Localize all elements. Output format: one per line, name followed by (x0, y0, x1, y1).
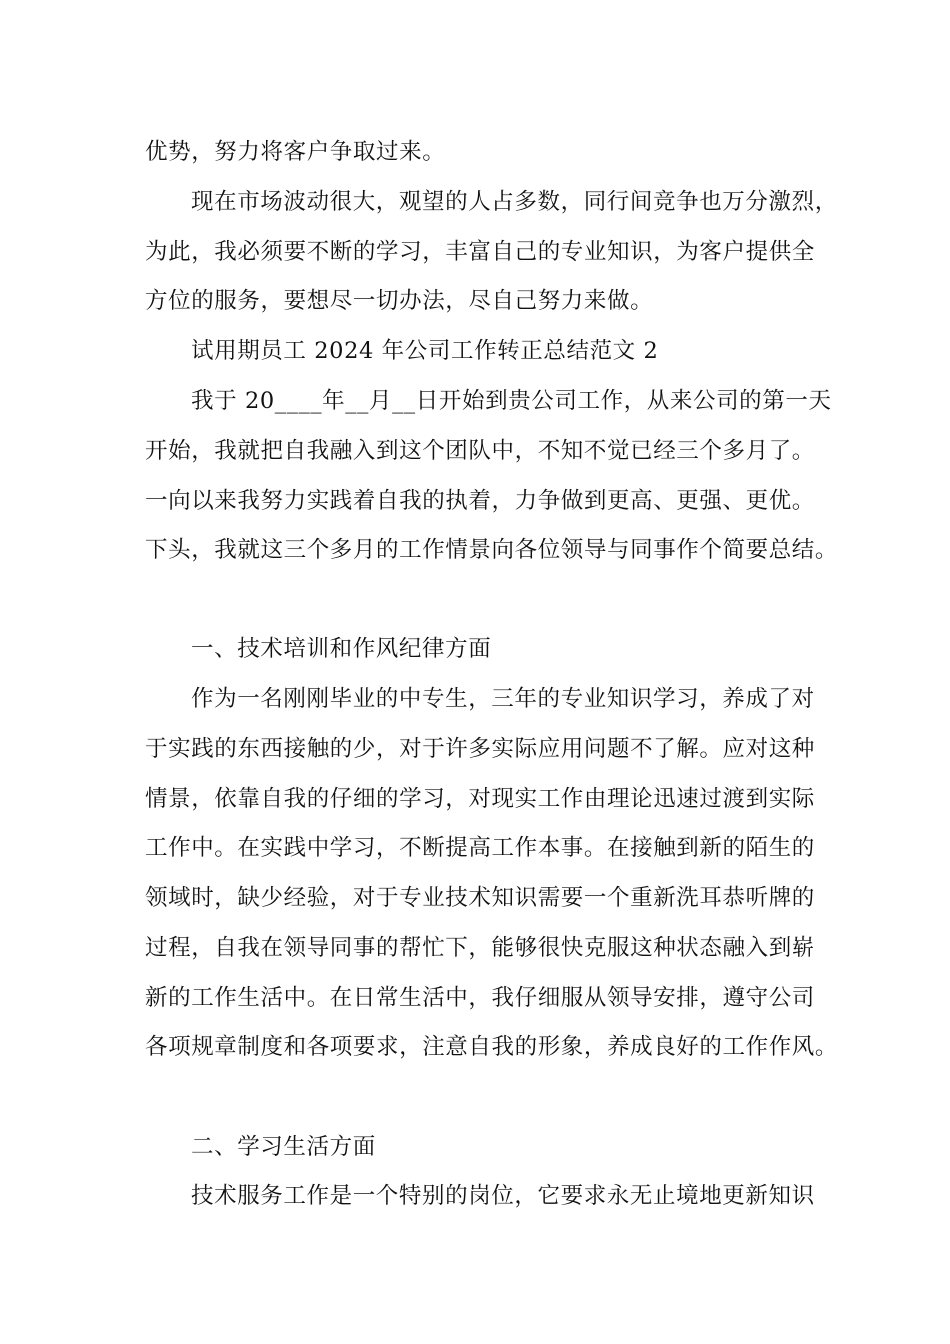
paragraph-line: 技术服务工作是一个特别的岗位，它要求永无止境地更新知识 (191, 1183, 815, 1209)
paragraph-line: 工作中。在实践中学习，不断提高工作本事。在接触到新的陌生的 (145, 835, 815, 861)
paragraph-line: 各项规章制度和各项要求，注意自我的形象，养成良好的工作作风。 (145, 1034, 839, 1060)
paragraph-line: 作为一名刚刚毕业的中专生，三年的专业知识学习，养成了对 (191, 686, 815, 712)
paragraph-line: 我于 20____年__月__日开始到贵公司工作，从来公司的第一天 (191, 388, 832, 414)
paragraph-line: 优势，努力将客户争取过来。 (145, 139, 446, 165)
paragraph-line: 方位的服务，要想尽一切办法，尽自己努力来做。 (145, 288, 654, 314)
paragraph-line: 领域时，缺少经验，对于专业技术知识需要一个重新洗耳恭听牌的 (145, 885, 815, 911)
paragraph-line: 于实践的东西接触的少，对于许多实际应用问题不了解。应对这种 (145, 736, 815, 762)
section-heading: 一、技术培训和作风纪律方面 (191, 636, 492, 662)
paragraph-line: 过程，自我在领导同事的帮忙下，能够很快克服这种状态融入到崭 (145, 935, 815, 961)
paragraph-line: 新的工作生活中。在日常生活中，我仔细服从领导安排，遵守公司 (145, 985, 815, 1011)
paragraph-line: 一向以来我努力实践着自我的执着，力争做到更高、更强、更优。 (145, 488, 815, 514)
paragraph-line: 现在市场波动很大，观望的人占多数，同行间竞争也万分激烈， (191, 189, 838, 215)
paragraph-line: 开始，我就把自我融入到这个团队中，不知不觉已经三个多月了。 (145, 438, 815, 464)
paragraph-line: 为此，我必须要不断的学习，丰富自己的专业知识，为客户提供全 (145, 239, 815, 265)
section-heading: 二、学习生活方面 (191, 1134, 376, 1160)
paragraph-line: 下头，我就这三个多月的工作情景向各位领导与同事作个简要总结。 (145, 537, 839, 563)
paragraph-line: 情景，依靠自我的仔细的学习，对现实工作由理论迅速过渡到实际 (145, 786, 815, 812)
section-title: 试用期员工 2024 年公司工作转正总结范文 2 (191, 338, 659, 364)
